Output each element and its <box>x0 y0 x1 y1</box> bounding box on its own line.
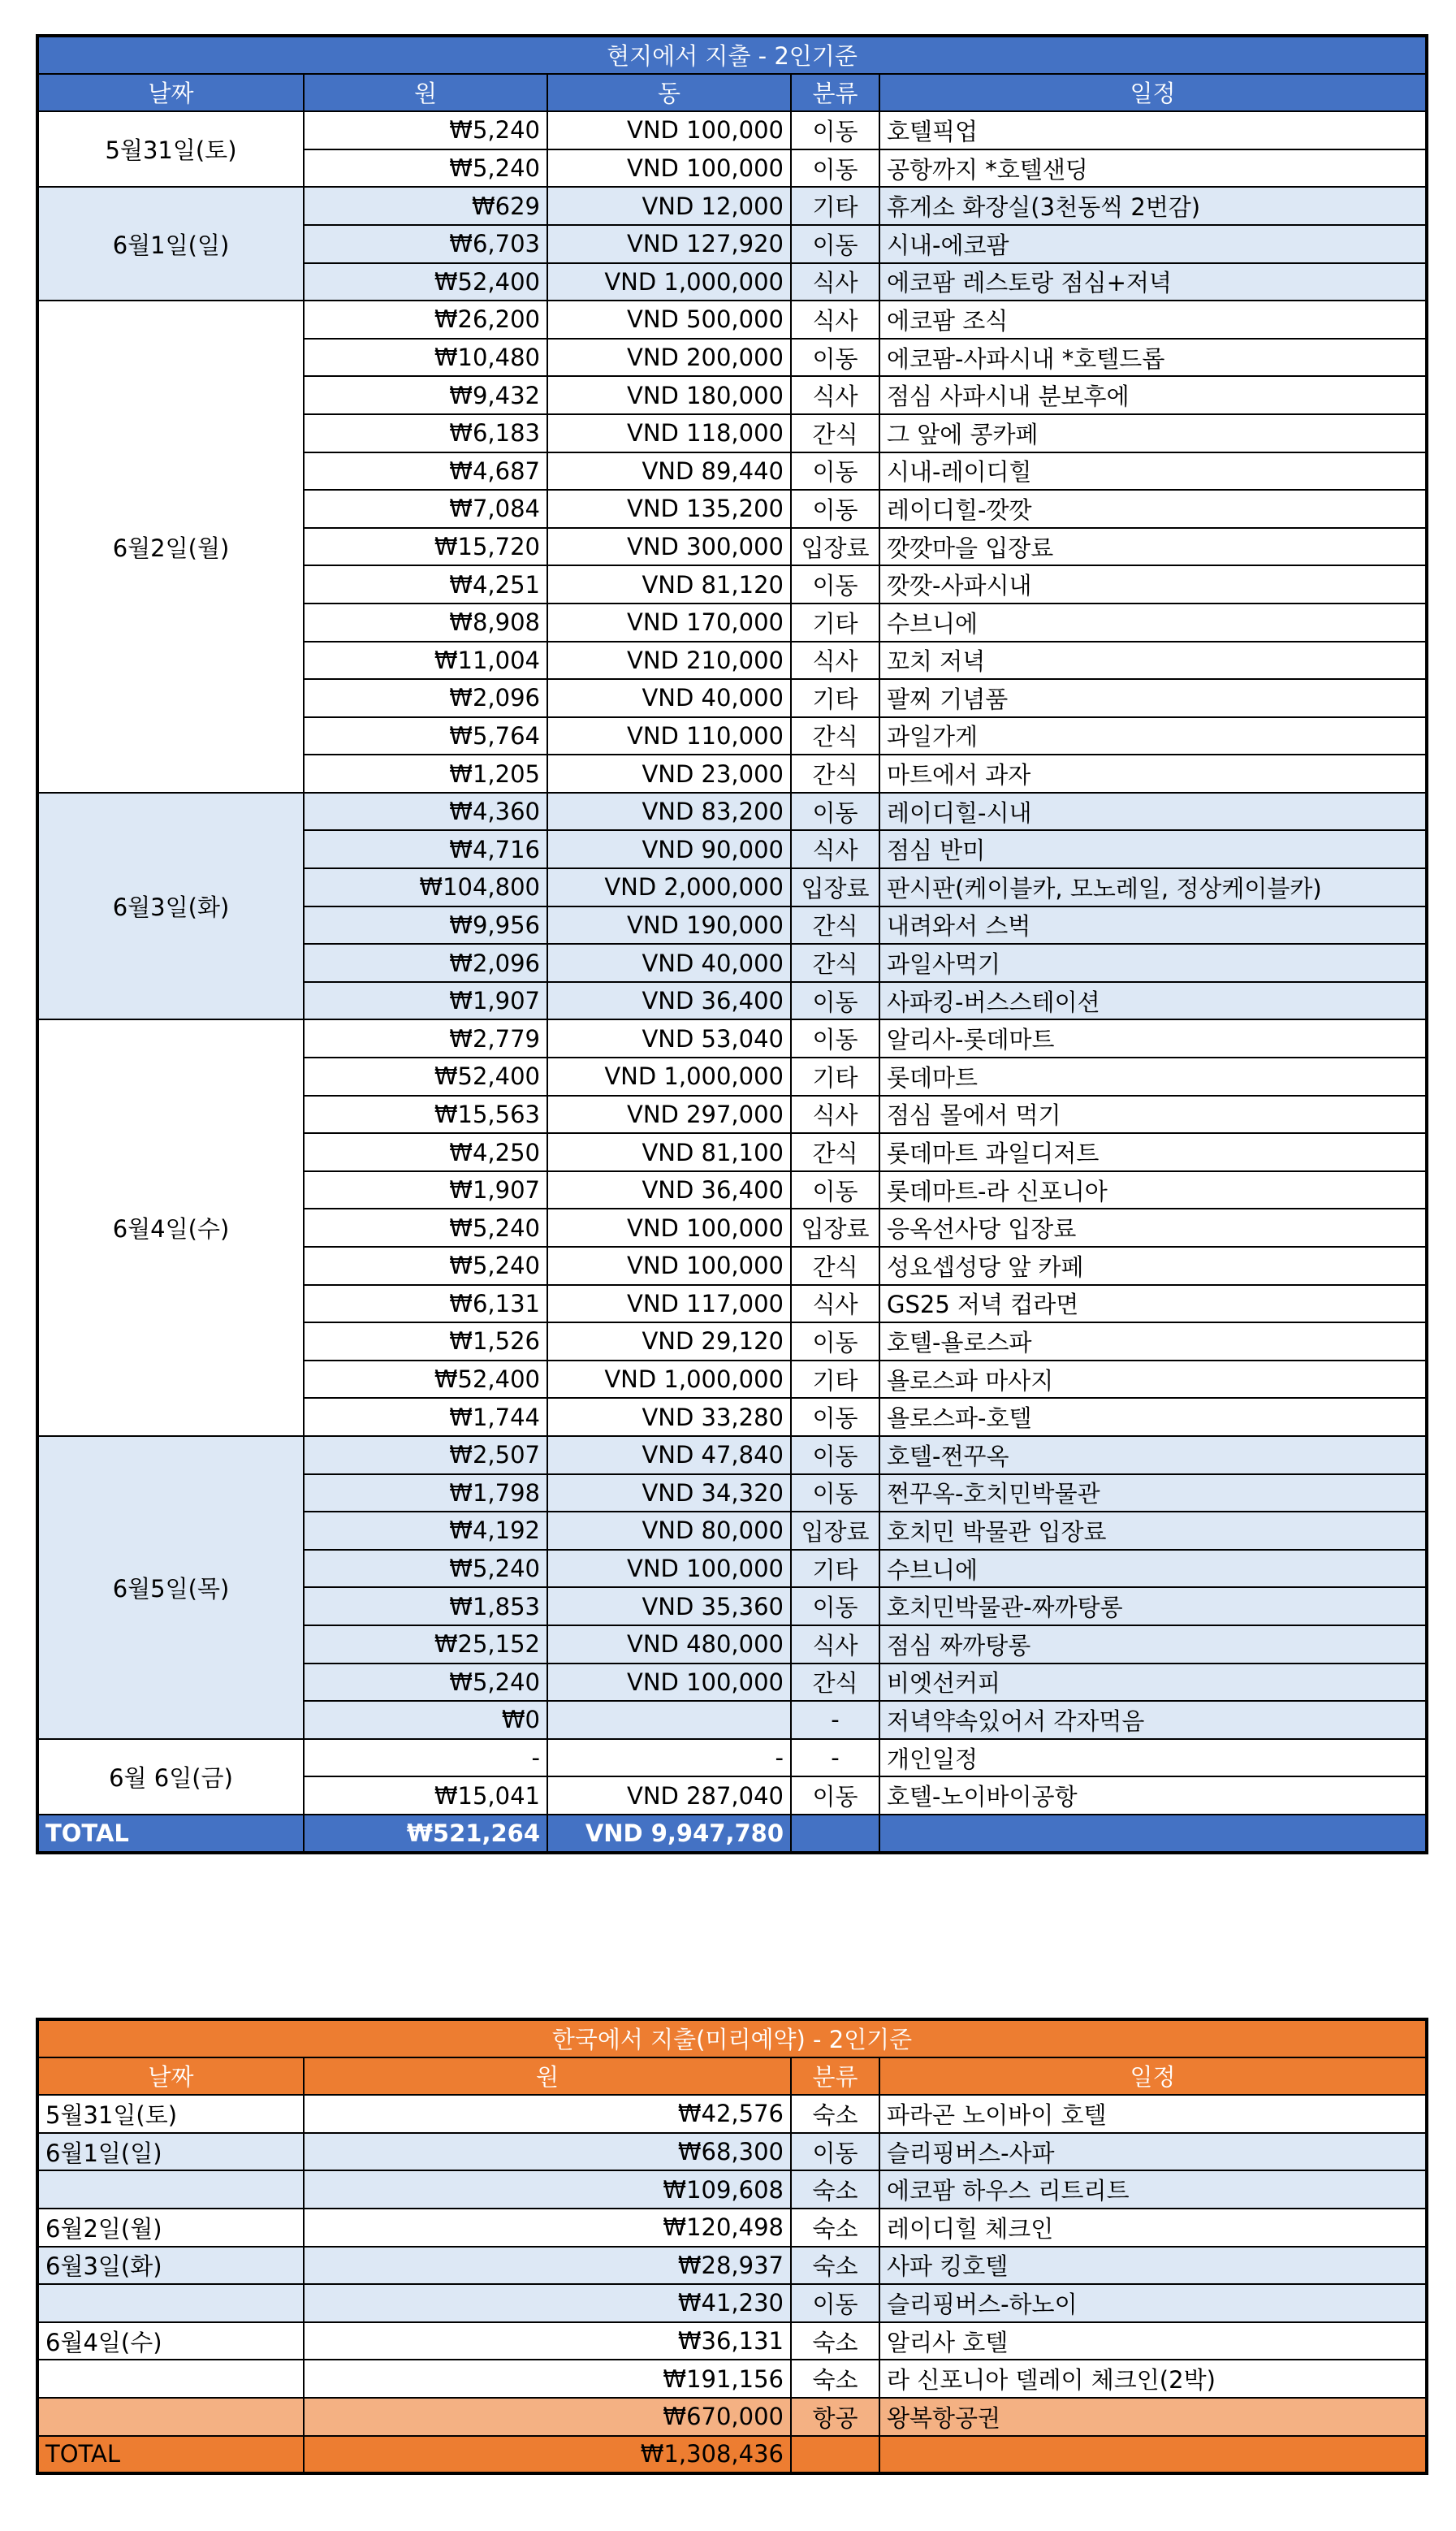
krw-cell: ₩15,720 <box>304 528 547 566</box>
date-cell: 6월2일(월) <box>37 301 304 793</box>
schedule-cell: 알리사 호텔 <box>879 2322 1427 2360</box>
total-row <box>37 1815 1427 1853</box>
schedule-cell: 내려와서 스벅 <box>879 906 1427 945</box>
table-row <box>37 2322 1427 2360</box>
vnd-cell: VND 35,360 <box>547 1587 791 1625</box>
schedule-cell: 수브니에 <box>879 1550 1427 1588</box>
category-cell: 식사 <box>791 263 879 301</box>
krw-cell: ₩1,526 <box>304 1322 547 1361</box>
schedule-cell: 롯데마트 과일디저트 <box>879 1133 1427 1171</box>
krw-cell: ₩6,703 <box>304 225 547 263</box>
vnd-cell: VND 100,000 <box>547 1209 791 1247</box>
krw-cell: ₩15,041 <box>304 1776 547 1815</box>
schedule-cell: 레이디힐-시내 <box>879 793 1427 831</box>
category-cell: 이동 <box>791 1587 879 1625</box>
schedule-cell: 사파 킹호텔 <box>879 2247 1427 2285</box>
krw-cell: ₩6,183 <box>304 414 547 452</box>
category-cell: 이동 <box>791 793 879 831</box>
schedule-cell: 깟깟마을 입장료 <box>879 528 1427 566</box>
vnd-cell: VND 81,120 <box>547 565 791 604</box>
total-krw: ₩1,308,436 <box>304 2436 791 2474</box>
empty-cell <box>791 2436 879 2474</box>
category-cell: 이동 <box>791 565 879 604</box>
category-cell: 이동 <box>791 982 879 1020</box>
category-cell: 입장료 <box>791 1209 879 1247</box>
schedule-cell: 공항까지 *호텔샌딩 <box>879 149 1427 188</box>
schedule-cell: 점심 몰에서 먹기 <box>879 1096 1427 1134</box>
schedule-cell: 저녁약속있어서 각자먹음 <box>879 1701 1427 1739</box>
krw-cell: ₩8,908 <box>304 604 547 642</box>
category-cell: 항공 <box>791 2398 879 2436</box>
local-table-title: 현지에서 지출 - 2인기준 <box>37 36 1427 74</box>
vnd-cell: VND 127,920 <box>547 225 791 263</box>
table-row <box>37 2209 1427 2247</box>
schedule-cell: 호텔픽업 <box>879 111 1427 149</box>
total-vnd: VND 9,947,780 <box>547 1815 791 1853</box>
empty-cell <box>879 2436 1427 2474</box>
krw-cell: ₩36,131 <box>304 2322 791 2360</box>
krw-cell: ₩1,205 <box>304 755 547 793</box>
header-vnd: 동 <box>547 74 791 112</box>
schedule-cell: 시내-레이디힐 <box>879 452 1427 491</box>
total-label: TOTAL <box>37 1815 304 1853</box>
schedule-cell: 팔찌 기념품 <box>879 679 1427 717</box>
schedule-cell: 에코팜-사파시내 *호텔드롭 <box>879 339 1427 377</box>
krw-cell: - <box>304 1739 547 1777</box>
vnd-cell: VND 89,440 <box>547 452 791 491</box>
vnd-cell: VND 200,000 <box>547 339 791 377</box>
category-cell: 이동 <box>791 339 879 377</box>
empty-cell <box>879 1815 1427 1853</box>
category-cell: 이동 <box>791 490 879 528</box>
schedule-cell: 롯데마트 <box>879 1058 1427 1096</box>
category-cell: 간식 <box>791 717 879 755</box>
krw-cell: ₩191,156 <box>304 2360 791 2398</box>
krw-cell: ₩4,687 <box>304 452 547 491</box>
krw-cell: ₩28,937 <box>304 2247 791 2285</box>
krw-cell: ₩4,250 <box>304 1133 547 1171</box>
schedule-cell: 호텔-쩐꾸옥 <box>879 1436 1427 1474</box>
category-cell: 간식 <box>791 944 879 982</box>
category-cell: 기타 <box>791 1550 879 1588</box>
vnd-cell: VND 29,120 <box>547 1322 791 1361</box>
schedule-cell: 쩐꾸옥-호치민박물관 <box>879 1474 1427 1512</box>
krw-cell: ₩52,400 <box>304 1361 547 1399</box>
krw-cell: ₩15,563 <box>304 1096 547 1134</box>
category-cell: 숙소 <box>791 2322 879 2360</box>
krw-cell: ₩4,251 <box>304 565 547 604</box>
total-krw: ₩521,264 <box>304 1815 547 1853</box>
date-cell: 6월1일(일) <box>37 187 304 301</box>
category-cell: 기타 <box>791 1361 879 1399</box>
category-cell: 입장료 <box>791 1512 879 1550</box>
krw-cell: ₩52,400 <box>304 1058 547 1096</box>
schedule-cell: 과일가게 <box>879 717 1427 755</box>
category-cell: 이동 <box>791 452 879 491</box>
category-cell: 이동 <box>791 1019 879 1058</box>
krw-cell: ₩4,716 <box>304 830 547 868</box>
category-cell: 간식 <box>791 1247 879 1285</box>
vnd-cell: VND 100,000 <box>547 1664 791 1702</box>
schedule-cell: 레이디힐 체크인 <box>879 2209 1427 2247</box>
empty-cell <box>791 1815 879 1853</box>
vnd-cell: VND 118,000 <box>547 414 791 452</box>
category-cell: 간식 <box>791 755 879 793</box>
krw-cell: ₩5,764 <box>304 717 547 755</box>
category-cell: 식사 <box>791 1096 879 1134</box>
schedule-cell: 마트에서 과자 <box>879 755 1427 793</box>
category-cell: 이동 <box>791 1776 879 1815</box>
prepaid-expense-table <box>36 2018 1428 2475</box>
vnd-cell: VND 500,000 <box>547 301 791 339</box>
date-cell: 5월31일(토) <box>37 111 304 187</box>
vnd-cell: VND 117,000 <box>547 1285 791 1323</box>
schedule-cell: 응옥선사당 입장료 <box>879 1209 1427 1247</box>
krw-cell: ₩4,360 <box>304 793 547 831</box>
krw-cell: ₩7,084 <box>304 490 547 528</box>
table-row <box>37 111 1427 149</box>
vnd-cell: VND 480,000 <box>547 1625 791 1664</box>
category-cell: 이동 <box>791 1436 879 1474</box>
category-cell: 이동 <box>791 1171 879 1209</box>
total-label: TOTAL <box>37 2436 304 2474</box>
krw-cell: ₩4,192 <box>304 1512 547 1550</box>
schedule-cell: 에코팜 레스토랑 점심+저녁 <box>879 263 1427 301</box>
category-cell: 숙소 <box>791 2360 879 2398</box>
vnd-cell: VND 1,000,000 <box>547 263 791 301</box>
table-row <box>37 793 1427 831</box>
krw-cell: ₩2,779 <box>304 1019 547 1058</box>
category-cell: 식사 <box>791 1285 879 1323</box>
schedule-cell: 욜로스파-호텔 <box>879 1398 1427 1436</box>
vnd-cell: VND 53,040 <box>547 1019 791 1058</box>
schedule-cell: 욜로스파 마사지 <box>879 1361 1427 1399</box>
vnd-cell: VND 36,400 <box>547 1171 791 1209</box>
category-cell: 식사 <box>791 301 879 339</box>
total-row <box>37 2436 1427 2474</box>
category-cell: 숙소 <box>791 2095 879 2133</box>
category-cell: 이동 <box>791 1398 879 1436</box>
krw-cell: ₩1,744 <box>304 1398 547 1436</box>
category-cell: 기타 <box>791 187 879 225</box>
vnd-cell: VND 81,100 <box>547 1133 791 1171</box>
category-cell: 간식 <box>791 414 879 452</box>
schedule-cell: 호치민 박물관 입장료 <box>879 1512 1427 1550</box>
table-row <box>37 1436 1427 1474</box>
category-cell: 이동 <box>791 2284 879 2322</box>
date-cell: 6월5일(목) <box>37 1436 304 1739</box>
krw-cell: ₩2,096 <box>304 944 547 982</box>
date-cell: 6월4일(수) <box>37 2322 304 2360</box>
table-row <box>37 1739 1427 1777</box>
schedule-cell: 호치민박물관-짜까탕롱 <box>879 1587 1427 1625</box>
schedule-cell: 에코팜 하우스 리트리트 <box>879 2170 1427 2209</box>
krw-cell: ₩670,000 <box>304 2398 791 2436</box>
vnd-cell: VND 297,000 <box>547 1096 791 1134</box>
krw-cell: ₩5,240 <box>304 1247 547 1285</box>
krw-cell: ₩52,400 <box>304 263 547 301</box>
category-cell: 식사 <box>791 642 879 680</box>
krw-cell: ₩10,480 <box>304 339 547 377</box>
category-cell: 기타 <box>791 679 879 717</box>
krw-cell: ₩68,300 <box>304 2133 791 2171</box>
vnd-cell: VND 100,000 <box>547 111 791 149</box>
header-schedule: 일정 <box>879 74 1427 112</box>
category-cell: 간식 <box>791 906 879 945</box>
krw-cell: ₩6,131 <box>304 1285 547 1323</box>
vnd-cell: VND 47,840 <box>547 1436 791 1474</box>
schedule-cell: 호텔-노이바이공항 <box>879 1776 1427 1815</box>
schedule-cell: 점심 짜까탕롱 <box>879 1625 1427 1664</box>
vnd-cell: VND 1,000,000 <box>547 1361 791 1399</box>
vnd-cell: VND 36,400 <box>547 982 791 1020</box>
krw-cell: ₩5,240 <box>304 1209 547 1247</box>
schedule-cell: 점심 반미 <box>879 830 1427 868</box>
vnd-cell <box>547 1701 791 1739</box>
date-cell: 6월2일(월) <box>37 2209 304 2247</box>
krw-cell: ₩5,240 <box>304 1664 547 1702</box>
vnd-cell: VND 100,000 <box>547 149 791 188</box>
category-cell: 숙소 <box>791 2209 879 2247</box>
local-expense-table <box>36 34 1428 1854</box>
date-cell <box>37 2360 304 2398</box>
krw-cell: ₩1,907 <box>304 982 547 1020</box>
category-cell: 이동 <box>791 1474 879 1512</box>
schedule-cell: GS25 저녁 컵라면 <box>879 1285 1427 1323</box>
schedule-cell: 알리사-롯데마트 <box>879 1019 1427 1058</box>
category-cell: 입장료 <box>791 528 879 566</box>
vnd-cell: - <box>547 1739 791 1777</box>
table-row <box>37 2247 1427 2285</box>
schedule-cell: 슬리핑버스-하노이 <box>879 2284 1427 2322</box>
krw-cell: ₩42,576 <box>304 2095 791 2133</box>
table-row <box>37 2360 1427 2398</box>
vnd-cell: VND 33,280 <box>547 1398 791 1436</box>
vnd-cell: VND 83,200 <box>547 793 791 831</box>
table-row <box>37 187 1427 225</box>
vnd-cell: VND 80,000 <box>547 1512 791 1550</box>
category-cell: 숙소 <box>791 2170 879 2209</box>
category-cell: - <box>791 1701 879 1739</box>
date-cell: 6월4일(수) <box>37 1019 304 1436</box>
schedule-cell: 깟깟-사파시내 <box>879 565 1427 604</box>
vnd-cell: VND 40,000 <box>547 679 791 717</box>
krw-cell: ₩25,152 <box>304 1625 547 1664</box>
vnd-cell: VND 100,000 <box>547 1550 791 1588</box>
krw-cell: ₩41,230 <box>304 2284 791 2322</box>
krw-cell: ₩1,798 <box>304 1474 547 1512</box>
krw-cell: ₩26,200 <box>304 301 547 339</box>
date-cell: 6월3일(화) <box>37 793 304 1020</box>
vnd-cell: VND 1,000,000 <box>547 1058 791 1096</box>
vnd-cell: VND 135,200 <box>547 490 791 528</box>
krw-cell: ₩5,240 <box>304 149 547 188</box>
category-cell: 숙소 <box>791 2247 879 2285</box>
table-row <box>37 301 1427 339</box>
vnd-cell: VND 40,000 <box>547 944 791 982</box>
krw-cell: ₩2,507 <box>304 1436 547 1474</box>
prepaid-table-title: 한국에서 지출(미리예약) - 2인기준 <box>37 2019 1427 2057</box>
date-cell <box>37 2284 304 2322</box>
date-cell <box>37 2398 304 2436</box>
vnd-cell: VND 34,320 <box>547 1474 791 1512</box>
schedule-cell: 판시판(케이블카, 모노레일, 정상케이블카) <box>879 868 1427 906</box>
table-row <box>37 2133 1427 2171</box>
schedule-cell: 라 신포니아 델레이 체크인(2박) <box>879 2360 1427 2398</box>
date-cell: 5월31일(토) <box>37 2095 304 2133</box>
vnd-cell: VND 100,000 <box>547 1247 791 1285</box>
krw-cell: ₩104,800 <box>304 868 547 906</box>
vnd-cell: VND 210,000 <box>547 642 791 680</box>
vnd-cell: VND 23,000 <box>547 755 791 793</box>
schedule-cell: 개인일정 <box>879 1739 1427 1777</box>
table-row <box>37 2095 1427 2133</box>
header-krw: 원 <box>304 74 547 112</box>
table-row <box>37 2398 1427 2436</box>
krw-cell: ₩2,096 <box>304 679 547 717</box>
schedule-cell: 그 앞에 콩카페 <box>879 414 1427 452</box>
schedule-cell: 파라곤 노이바이 호텔 <box>879 2095 1427 2133</box>
schedule-cell: 에코팜 조식 <box>879 301 1427 339</box>
schedule-cell: 꼬치 저녁 <box>879 642 1427 680</box>
schedule-cell: 슬리핑버스-사파 <box>879 2133 1427 2171</box>
category-cell: 이동 <box>791 225 879 263</box>
vnd-cell: VND 190,000 <box>547 906 791 945</box>
schedule-cell: 성요셉성당 앞 카페 <box>879 1247 1427 1285</box>
schedule-cell: 휴게소 화장실(3천동씩 2번감) <box>879 187 1427 225</box>
date-cell: 6월1일(일) <box>37 2133 304 2171</box>
header-date: 날짜 <box>37 2057 304 2096</box>
krw-cell: ₩11,004 <box>304 642 547 680</box>
category-cell: 간식 <box>791 1133 879 1171</box>
schedule-cell: 롯데마트-라 신포니아 <box>879 1171 1427 1209</box>
header-schedule: 일정 <box>879 2057 1427 2096</box>
category-cell: - <box>791 1739 879 1777</box>
category-cell: 기타 <box>791 1058 879 1096</box>
table-row <box>37 1019 1427 1058</box>
krw-cell: ₩5,240 <box>304 111 547 149</box>
table-row <box>37 2170 1427 2209</box>
header-date: 날짜 <box>37 74 304 112</box>
krw-cell: ₩9,956 <box>304 906 547 945</box>
krw-cell: ₩1,907 <box>304 1171 547 1209</box>
krw-cell: ₩0 <box>304 1701 547 1739</box>
vnd-cell: VND 12,000 <box>547 187 791 225</box>
category-cell: 이동 <box>791 149 879 188</box>
category-cell: 이동 <box>791 1322 879 1361</box>
vnd-cell: VND 300,000 <box>547 528 791 566</box>
category-cell: 식사 <box>791 830 879 868</box>
schedule-cell: 비엣선커피 <box>879 1664 1427 1702</box>
category-cell: 간식 <box>791 1664 879 1702</box>
header-krw: 원 <box>304 2057 791 2096</box>
category-cell: 이동 <box>791 111 879 149</box>
schedule-cell: 점심 사파시내 분보후에 <box>879 376 1427 414</box>
schedule-cell: 호텔-욜로스파 <box>879 1322 1427 1361</box>
schedule-cell: 시내-에코팜 <box>879 225 1427 263</box>
krw-cell: ₩109,608 <box>304 2170 791 2209</box>
vnd-cell: VND 2,000,000 <box>547 868 791 906</box>
krw-cell: ₩1,853 <box>304 1587 547 1625</box>
category-cell: 식사 <box>791 1625 879 1664</box>
category-cell: 이동 <box>791 2133 879 2171</box>
vnd-cell: VND 110,000 <box>547 717 791 755</box>
header-category: 분류 <box>791 74 879 112</box>
krw-cell: ₩120,498 <box>304 2209 791 2247</box>
schedule-cell: 사파킹-버스스테이션 <box>879 982 1427 1020</box>
vnd-cell: VND 170,000 <box>547 604 791 642</box>
vnd-cell: VND 180,000 <box>547 376 791 414</box>
header-category: 분류 <box>791 2057 879 2096</box>
table-row <box>37 2284 1427 2322</box>
category-cell: 식사 <box>791 376 879 414</box>
category-cell: 입장료 <box>791 868 879 906</box>
vnd-cell: VND 287,040 <box>547 1776 791 1815</box>
vnd-cell: VND 90,000 <box>547 830 791 868</box>
date-cell <box>37 2170 304 2209</box>
schedule-cell: 왕복항공권 <box>879 2398 1427 2436</box>
category-cell: 기타 <box>791 604 879 642</box>
krw-cell: ₩5,240 <box>304 1550 547 1588</box>
date-cell: 6월 6일(금) <box>37 1739 304 1815</box>
schedule-cell: 수브니에 <box>879 604 1427 642</box>
krw-cell: ₩629 <box>304 187 547 225</box>
schedule-cell: 과일사먹기 <box>879 944 1427 982</box>
krw-cell: ₩9,432 <box>304 376 547 414</box>
schedule-cell: 레이디힐-깟깟 <box>879 490 1427 528</box>
date-cell: 6월3일(화) <box>37 2247 304 2285</box>
